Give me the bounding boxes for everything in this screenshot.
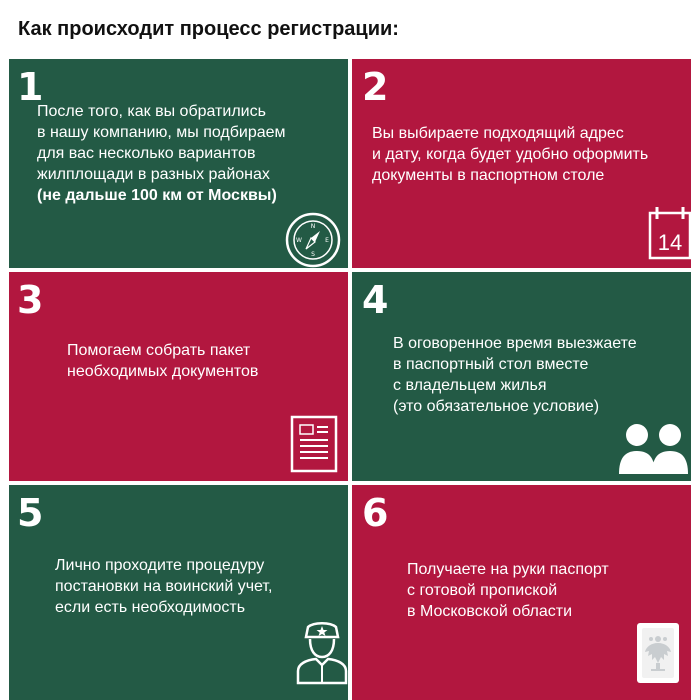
step-4-line: в паспортный стол вместе: [393, 356, 589, 373]
step-6-number: 6: [362, 491, 389, 535]
step-2-number: 2: [362, 65, 389, 109]
step-6-line: с готовой пропиской: [407, 582, 558, 599]
document-icon: [290, 415, 340, 473]
passport-icon: [635, 621, 683, 687]
people-icon: [617, 422, 691, 476]
soldier-icon: [294, 619, 348, 685]
step-1-line: жилплощади в разных районах: [37, 166, 270, 183]
step-1-line: в нашу компанию, мы подбираем: [37, 124, 286, 141]
calendar-icon: [647, 205, 691, 261]
step-2-line: Вы выбираете подходящий адрес: [372, 125, 624, 142]
compass-letter-e: E: [325, 237, 329, 244]
step-4-text: [393, 333, 637, 417]
steps-grid: [9, 59, 691, 700]
compass-icon: [285, 212, 341, 268]
step-2-line: и дату, когда будет удобно оформить: [372, 146, 649, 163]
step-1-tile: [9, 59, 348, 268]
step-1-line: После того, как вы обратились: [37, 103, 266, 120]
step-6-line: Получаете на руки паспорт: [407, 561, 609, 578]
step-4-number: 4: [362, 278, 389, 322]
step-2-text: [372, 123, 648, 186]
step-4-line: (это обязательное условие): [393, 398, 600, 415]
step-1-line: для вас несколько вариантов: [37, 145, 256, 162]
step-6-tile: [352, 485, 691, 700]
step-3-number: 3: [17, 278, 44, 322]
compass-letter-n: N: [310, 223, 316, 230]
step-1-bold-line: (не дальше 100 км от Москвы): [37, 187, 277, 204]
step-1-number: 1: [17, 65, 44, 109]
step-3-tile: [9, 272, 348, 481]
step-1-text: [37, 101, 286, 206]
step-5-line: постановки на воинский учет,: [55, 578, 273, 595]
page-title: Как происходит процесс регистрации:: [18, 18, 399, 40]
step-3-text: [67, 340, 258, 382]
step-4-line: с владельцем жилья: [393, 377, 547, 394]
step-3-line: необходимых документов: [67, 363, 259, 380]
step-5-line: Лично проходите процедуру: [55, 557, 265, 574]
calendar-day: 14: [657, 230, 683, 255]
compass-letter-s: S: [311, 251, 315, 258]
step-5-text: [55, 555, 272, 618]
step-6-text: [407, 559, 609, 622]
step-5-number: 5: [17, 491, 44, 535]
step-4-tile: [352, 272, 691, 481]
step-2-tile: [352, 59, 691, 268]
step-3-line: Помогаем собрать пакет: [67, 342, 251, 359]
step-2-line: документы в паспортном столе: [372, 167, 605, 184]
step-6-line: в Московской области: [407, 603, 573, 620]
step-4-line: В оговоренное время выезжаете: [393, 335, 637, 352]
step-5-line: если есть необходимость: [55, 599, 246, 616]
compass-letter-w: W: [296, 237, 302, 244]
step-5-tile: [9, 485, 348, 700]
